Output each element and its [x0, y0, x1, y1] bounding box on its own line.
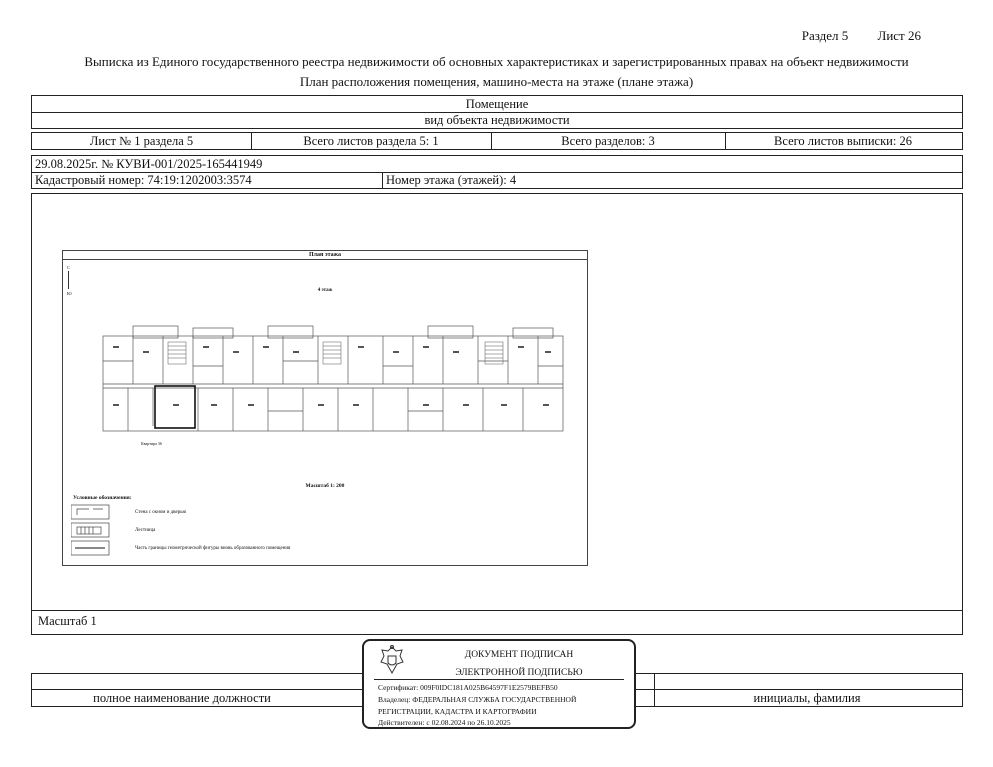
- section-number: Раздел 5: [801, 28, 849, 43]
- signature-validity: Действителен: с 02.08.2024 по 26.10.2025: [378, 718, 511, 727]
- position-caption: полное наименование должности: [93, 691, 271, 705]
- south-label: Ю: [67, 291, 72, 296]
- sheet-number: Лист 26: [877, 28, 921, 43]
- legend-title: Условные обозначения:: [73, 495, 132, 501]
- signature-owner-2: РЕГИСТРАЦИИ, КАДАСТРА И КАРТОГРАФИИ: [378, 707, 537, 716]
- name-caption: инициалы, фамилия: [753, 691, 861, 705]
- scale-footer: Масштаб 1: [38, 614, 97, 628]
- object-type: Помещение: [465, 97, 529, 111]
- total-sheets-section: Всего листов раздела 5: 1: [303, 134, 439, 148]
- total-sheets: Всего листов выписки: 26: [774, 134, 912, 148]
- plan-floor-label: 4 этаж: [317, 288, 333, 293]
- signature-line2: ЭЛЕКТРОННОЙ ПОДПИСЬЮ: [455, 668, 583, 678]
- floor-plan: [62, 250, 588, 566]
- page-header-right: [802, 28, 921, 44]
- document-subtitle: План расположения помещения, машино-места на этаже (плане этажа): [299, 74, 694, 89]
- e-signature-stamp: [362, 639, 636, 729]
- signature-line1: ДОКУМЕНТ ПОДПИСАН: [464, 650, 574, 660]
- sheet-info-row: [31, 132, 963, 150]
- plan-title: План этажа: [309, 252, 341, 258]
- total-sections: Всего разделов: 3: [561, 134, 655, 148]
- document-title: Выписка из Единого государственного реестра недвижимости об основных характеристиках и зарегистрированных правах на объект недвижимости: [84, 54, 909, 69]
- legend-item-boundary: Часть границы геометрической фигуры вновь образованного помещения: [135, 546, 291, 551]
- plan-scale: Масштаб 1: 200: [305, 483, 345, 489]
- cadastral-number: Кадастровый номер: 74:19:1202003:3574: [35, 173, 252, 187]
- legend-symbols: [71, 503, 111, 557]
- object-type-box: [31, 95, 963, 129]
- object-type-caption: вид объекта недвижимости: [424, 113, 570, 127]
- sheet-no: Лист № 1 раздела 5: [89, 134, 194, 148]
- floor-plan-drawing: [93, 316, 573, 436]
- compass-arrow-icon: [68, 271, 69, 289]
- signature-owner-1: Владелец: ФЕДЕРАЛЬНАЯ СЛУЖБА ГОСУДАРСТВЕННОЙ: [378, 695, 577, 704]
- signature-certificate: Сертификат: 009F0IDC181A025B64597F1E2579BEFB50: [378, 683, 558, 692]
- flat-label: Квартира 36: [141, 441, 162, 446]
- legend-item-wall: Стена с окном и дверью: [135, 510, 187, 515]
- record-date-number: 29.08.2025г. № КУВИ-001/2025-165441949: [35, 157, 263, 171]
- legend-item-stairs: Лестница: [135, 528, 156, 533]
- record-box: [31, 155, 963, 189]
- floor-number: Номер этажа (этажей): 4: [386, 173, 517, 187]
- coat-of-arms-icon: [378, 644, 406, 676]
- north-label: С: [67, 265, 71, 270]
